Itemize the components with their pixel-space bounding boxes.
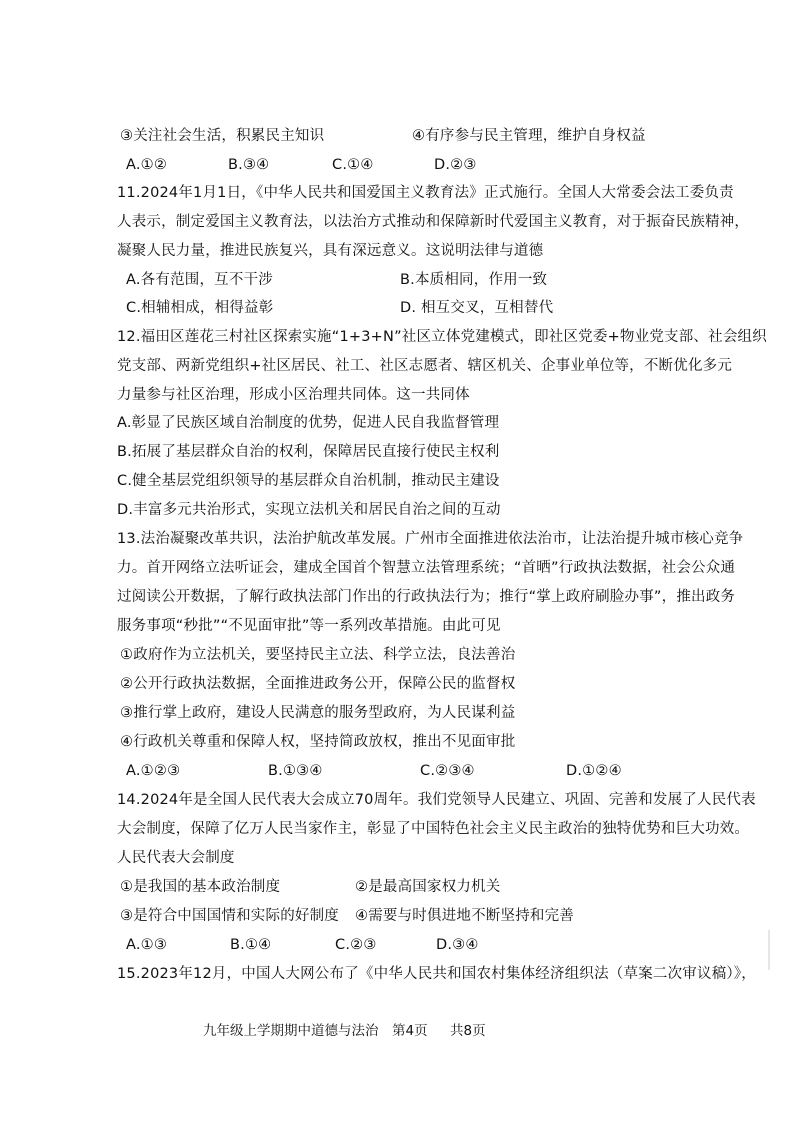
q13-statement-1: ①政府作为立法机关，要坚持民主立法、科学立法，良法善治 xyxy=(120,647,516,663)
q14-stem-line-1: 14.2024年是全国人民代表大会成立70周年。我们党领导人民建立、巩固、完善和发展了人民代表 xyxy=(117,792,756,808)
q10-option-c: C.①④ xyxy=(332,157,374,173)
q10-statement-3: ③关注社会生活，积累民主知识 xyxy=(120,128,325,144)
q14-statement-4: ④需要与时俱进地不断坚持和完善 xyxy=(355,908,574,924)
q13-stem-line-2: 力。首开网络立法听证会，建成全国首个智慧立法管理系统；“首晒”行政执法数据，社会公众通 xyxy=(117,560,736,576)
q13-stem-line-1: 13.法治凝聚改革共识，法治护航改革发展。广州市全面推进依法治市，让法治提升城市核心竞争 xyxy=(117,531,744,547)
q11-option-c: C.相辅相成，相得益彰 xyxy=(126,300,274,316)
q14-option-c: C.②③ xyxy=(335,937,377,953)
q10-option-a: A.①② xyxy=(126,157,168,173)
q10-option-d: D.②③ xyxy=(434,157,477,173)
q12-option-a: A.彰显了民族区域自治制度的优势，促进人民自我监督管理 xyxy=(117,415,500,431)
q12-stem-line-3: 力量参与社区治理，形成小区治理共同体。这一共同体 xyxy=(117,387,470,403)
q12-stem-line-1: 12.福田区莲花三村社区探索实施“1+3+N”社区立体党建模式，即社区党委+物业党支部、社会组织 xyxy=(117,329,767,345)
q11-option-d: D. 相互交叉，互相替代 xyxy=(400,300,554,316)
q14-option-b: B.①④ xyxy=(230,937,272,953)
q13-stem-line-3: 过阅读公开数据，了解行政执法部门作出的行政执法行为；推行“掌上政府刷脸办事”，推出政务 xyxy=(117,589,736,605)
q13-statement-4: ④行政机关尊重和保障人权，坚持简政放权，推出不见面审批 xyxy=(120,734,516,750)
q14-statement-3: ③是符合中国国情和实际的好制度 xyxy=(120,908,339,924)
q11-stem-line-2: 人表示，制定爱国主义教育法，以法治方式推动和保障新时代爱国主义教育，对于振奋民族精神， xyxy=(117,214,750,230)
q10-statement-4: ④有序参与民主管理，维护自身权益 xyxy=(412,128,646,144)
q11-option-a: A.各有范围，互不干涉 xyxy=(126,272,273,288)
scan-artifact xyxy=(768,930,770,970)
q15-stem-line-1: 15.2023年12月，中国人大网公布了《中华人民共和国农村集体经济组织法（草案二次审议稿）》， xyxy=(117,966,757,982)
q14-stem-line-2: 大会制度，保障了亿万人民当家作主，彰显了中国特色社会主义民主政治的独特优势和巨大功效。 xyxy=(117,821,750,837)
footer-page-number: 第4页 xyxy=(392,1023,428,1039)
q13-statement-2: ②公开行政执法数据，全面推进政务公开，保障公民的监督权 xyxy=(120,676,516,692)
q13-stem-line-4: 服务事项“秒批”“不见面审批”等一系列改革措施。由此可见 xyxy=(117,618,501,634)
q13-option-a: A.①②③ xyxy=(126,763,181,779)
footer-total-pages: 共8页 xyxy=(450,1023,486,1039)
q14-statement-1: ①是我国的基本政治制度 xyxy=(120,879,281,895)
q14-option-a: A.①③ xyxy=(126,937,168,953)
footer-exam-title: 九年级上学期期中道德与法治 xyxy=(203,1023,379,1039)
q13-option-d: D.①②④ xyxy=(566,763,622,779)
q11-stem-line-3: 凝聚人民力量，推进民族复兴，具有深远意义。这说明法律与道德 xyxy=(117,243,544,259)
q14-option-d: D.③④ xyxy=(436,937,479,953)
q14-stem-line-3: 人民代表大会制度 xyxy=(117,850,235,866)
q10-option-b: B.③④ xyxy=(228,157,270,173)
q13-statement-3: ③推行掌上政府，建设人民满意的服务型政府，为人民谋利益 xyxy=(120,705,516,721)
q13-option-c: C.②③④ xyxy=(420,763,475,779)
q12-option-c: C.健全基层党组织领导的基层群众自治机制，推动民主建设 xyxy=(117,473,500,489)
q11-option-b: B.本质相同，作用一致 xyxy=(400,272,548,288)
q12-option-b: B.拓展了基层群众自治的权利，保障居民直接行使民主权利 xyxy=(117,444,500,460)
q12-stem-line-2: 党支部、两新党组织+社区居民、社工、社区志愿者、辖区机关、企事业单位等，不断优化多元 xyxy=(117,358,733,374)
q13-option-b: B.①③④ xyxy=(268,763,323,779)
q11-stem-line-1: 11.2024年1月1日，《中华人民共和国爱国主义教育法》正式施行。全国人大常委会法工委负责 xyxy=(117,185,734,201)
q12-option-d: D.丰富多元共治形式，实现立法机关和居民自治之间的互动 xyxy=(117,502,501,518)
q14-statement-2: ②是最高国家权力机关 xyxy=(355,879,501,895)
